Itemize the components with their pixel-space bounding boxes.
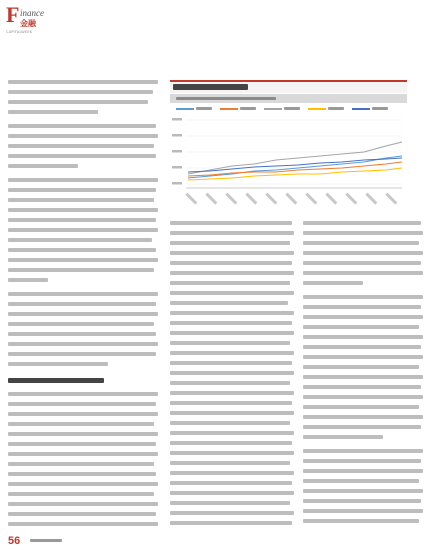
figure-chart — [170, 80, 407, 210]
issue-date-placeholder — [30, 539, 62, 542]
page-number: 56 — [8, 535, 21, 547]
middle-text-column — [160, 215, 295, 545]
logo-cn: 金融 — [20, 19, 36, 28]
left-text-column — [0, 0, 160, 552]
logo-mark: F — [6, 2, 20, 27]
logo-tagline: CAPITALWEEK — [6, 30, 33, 34]
section-heading — [8, 378, 104, 383]
chart-title-bar — [170, 80, 407, 93]
chart-title-placeholder — [173, 84, 248, 90]
logo-word: inance — [20, 8, 44, 18]
chart-source-placeholder — [176, 97, 276, 100]
right-text-column — [295, 215, 427, 545]
chart-legend — [170, 105, 407, 113]
chart-plot — [170, 116, 407, 210]
